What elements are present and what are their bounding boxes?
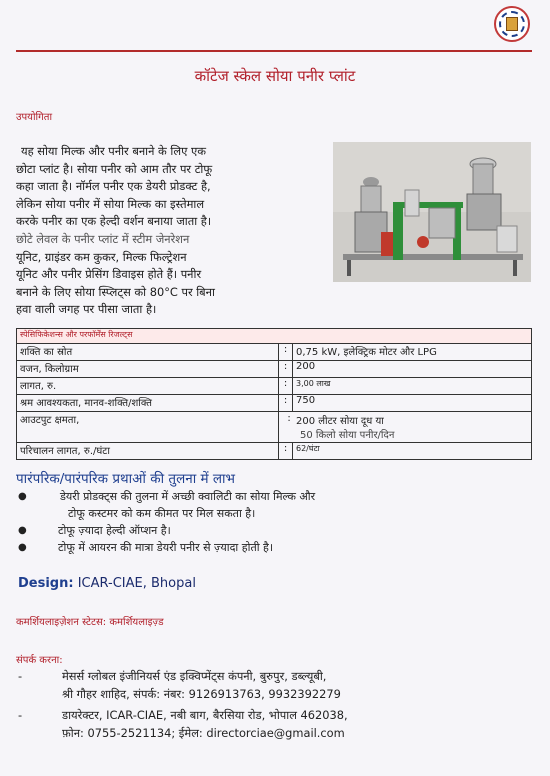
contact-dash: - <box>18 669 23 683</box>
spec-table <box>16 328 532 460</box>
spec-value: 750 <box>293 395 532 412</box>
spec-value: 3,00 लाख <box>293 378 532 395</box>
spec-sep: : <box>279 443 293 460</box>
spec-sep: : <box>279 395 293 412</box>
spec-value-line-2: 50 किलो सोया पनीर/दिन <box>300 430 395 441</box>
spec-sep: : <box>279 361 293 378</box>
advantage-line: टोफू कस्टमर को कम कीमत पर मिल सकता है। <box>68 507 256 520</box>
intro-line: कहा जाता है। नॉर्मल पनीर एक डेयरी प्रोडक्ट है, <box>16 179 211 194</box>
logo-emblem-icon <box>506 17 518 31</box>
intro-line: बनाने के लिए सोया स्प्लिट्स को 80°C पर बिना <box>16 284 215 299</box>
spec-header: स्पेसिफिकेशन्स और परफॉर्मेंस रिजल्ट्स <box>17 329 532 344</box>
intro-line: यह सोया मिल्क और पनीर बनाने के लिए एक <box>21 144 207 158</box>
table-row <box>17 443 532 460</box>
plant-photo-illustration <box>333 142 531 282</box>
advantage-line: ● डेयरी प्रोडक्ट्स की तुलना में अच्छी क्वालिटी का सोया मिल्क और <box>60 490 316 503</box>
contact-line: श्री गौहर शाहिद, संपर्क: नंबर: 9126913763, 9932392279 <box>62 686 341 701</box>
contact-label: संपर्क करना: <box>16 655 63 666</box>
advantage-line: ● टोफू ज़्यादा हेल्दी ऑप्शन है। <box>58 524 171 537</box>
table-row <box>17 395 532 412</box>
intro-line: लेकिन सोया पनीर में सोया मिल्क का इस्तेमाल <box>16 196 205 211</box>
intro-line: हवा वाली जगह पर पीसा जाता है। <box>16 302 157 317</box>
spec-key: लागत, रु. <box>17 378 279 395</box>
plant-photo <box>333 142 531 282</box>
design-label: Design: <box>18 576 74 591</box>
spec-key: आउटपुट क्षमता, <box>17 412 279 443</box>
table-row <box>17 361 532 378</box>
contact-line: मेसर्स ग्लोबल इंजीनियर्स एंड इक्विप्मेंट्स कंपनी, बुरुपुर, डब्ल्यूबी, <box>62 669 327 683</box>
spec-sep: : <box>279 378 293 395</box>
table-row <box>17 412 532 443</box>
intro-line: यूनिट, ग्राइंडर कम कुकर, मिल्क फिल्ट्रेशन <box>16 249 187 264</box>
contact-line: फ़ोन: 0755-2521134; ईमेल: directorciae@gmail.com <box>62 725 345 740</box>
design-credit <box>18 576 196 591</box>
intro-line: छोटे लेवल के पनीर प्लांट में स्टीम जेनरेशन <box>16 231 190 246</box>
usefulness-label: उपयोगिता <box>16 112 53 123</box>
contact-line: डायरेक्टर, ICAR-CIAE, नबी बाग, बैरसिया रोड, भोपाल 462038, <box>62 708 348 722</box>
list-item <box>18 522 518 539</box>
table-row <box>17 344 532 361</box>
list-item <box>18 668 518 703</box>
spec-value: 62/घंटा <box>293 443 532 460</box>
spec-value <box>282 413 528 427</box>
spec-value-cell <box>279 412 532 443</box>
spec-value-line: 200 लीटर सोया दूध या <box>296 416 384 427</box>
intro-paragraph <box>16 143 312 319</box>
intro-line: यूनिट और पनीर प्रेसिंग डिवाइस होते हैं। पनीर <box>16 267 202 282</box>
advantage-line: ● टोफू में आयरन की मात्रा डेयरी पनीर से ज़्यादा होती है। <box>58 541 274 554</box>
header-divider <box>16 50 532 52</box>
spec-sep: : <box>287 413 291 424</box>
advantages-list <box>18 488 518 556</box>
table-row <box>17 378 532 395</box>
spec-value: 0,75 kW, इलेक्ट्रिक मोटर और LPG <box>293 344 532 361</box>
list-item <box>18 707 518 742</box>
contact-list <box>18 668 518 746</box>
advantages-title: पारंपरिक/पारंपरिक प्रथाओं की तुलना में लाभ <box>16 471 236 487</box>
icar-logo <box>494 6 530 42</box>
page-title: कॉटेज स्केल सोया पनीर प्लांट <box>194 67 356 85</box>
list-item <box>18 539 518 556</box>
commercialization-status: कमर्शियलाइज़ेशन स्टेटस: कमर्शियलाइज़्ड <box>16 617 164 628</box>
design-value: ICAR-CIAE, Bhopal <box>77 576 196 591</box>
spec-value: 200 <box>293 361 532 378</box>
spec-key: वजन, किलोग्राम <box>17 361 279 378</box>
list-item <box>18 488 518 522</box>
intro-line: छोटा प्लांट है। सोया पनीर को आम तौर पर टोफू <box>16 161 213 176</box>
contact-dash: - <box>18 708 23 722</box>
spec-sep: : <box>279 344 293 361</box>
spec-key: परिचालन लागत, रु./घंटा <box>17 443 279 460</box>
spec-key: श्रम आवश्यकता, मानव-शक्ति/शक्ति <box>17 395 279 412</box>
spec-key: शक्ति का स्रोत <box>17 344 279 361</box>
intro-line: करके पनीर का एक हेल्दी वर्शन बनाया जाता है। <box>16 214 212 229</box>
